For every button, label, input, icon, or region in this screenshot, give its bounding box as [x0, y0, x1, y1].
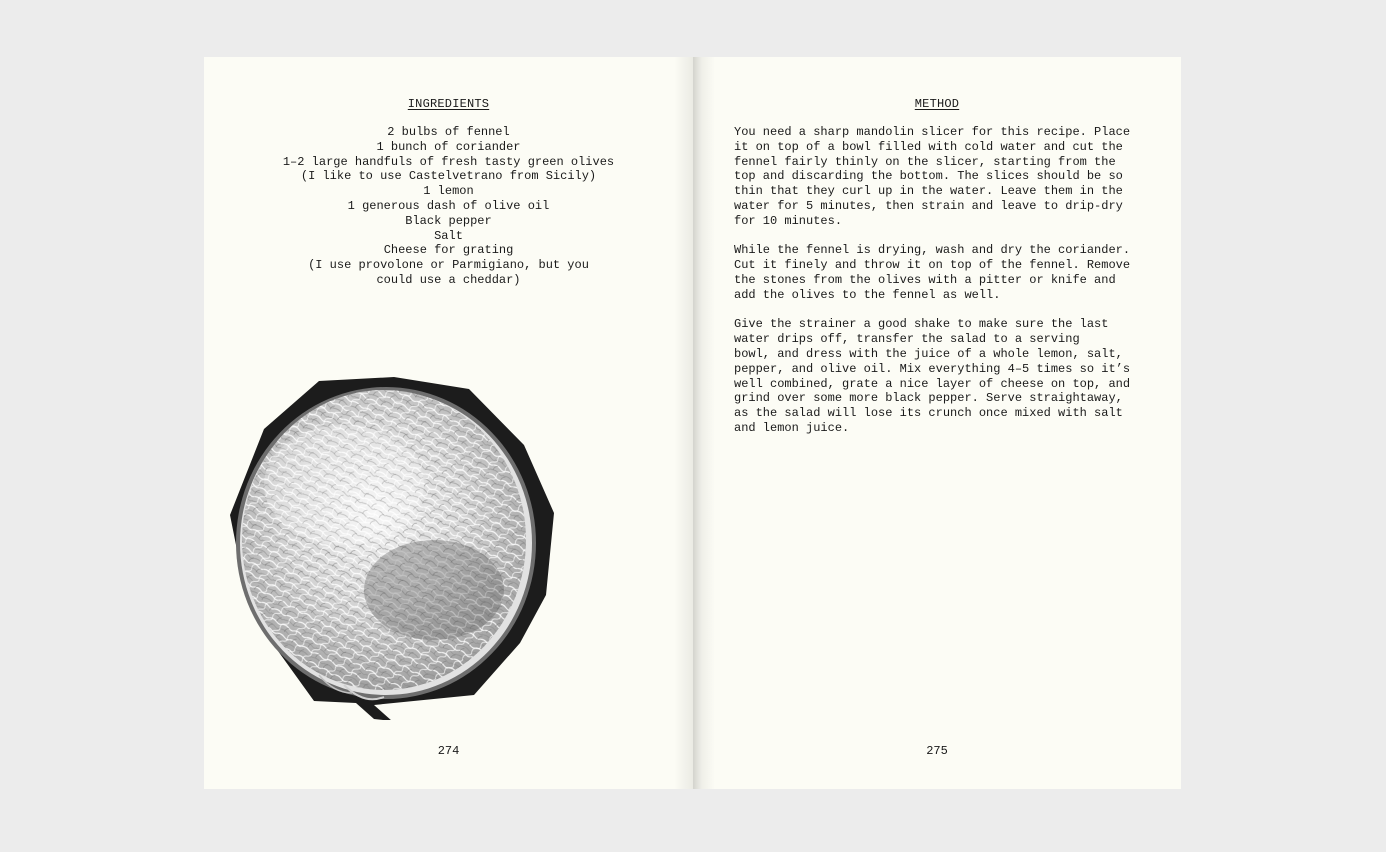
salad-bowl-photo [224, 375, 559, 720]
method-paragraph: You need a sharp mandolin slicer for this recipe. Place it on top of a bowl filled with cold water and cut the fennel fairly thinly on the slicer, starting from the top and discarding the bottom. The slices should be so thin that they curl up in the water. Leave them in the water for 5 minutes, then strain and leave to drip-dry for 10 minutes. [734, 125, 1131, 228]
gutter-shadow-left [674, 57, 693, 789]
ingredient-item: 1 bunch of coriander [376, 139, 521, 154]
left-page [204, 57, 693, 789]
ingredient-item: Black pepper [405, 213, 492, 228]
ingredient-item: 2 bulbs of fennel [387, 125, 510, 139]
ingredients-heading: INGREDIENTS [407, 97, 490, 111]
page-number-left: 274 [437, 744, 460, 758]
ingredient-item: Salt [434, 228, 463, 243]
ingredient-item: 1–2 large handfuls of fresh tasty green olives [282, 154, 615, 169]
method-text [734, 125, 1154, 451]
book-spread [204, 57, 1181, 789]
right-page [693, 57, 1181, 789]
ingredient-item: 1 generous dash of olive oil [347, 198, 550, 213]
method-heading: METHOD [914, 97, 960, 111]
method-paragraph: While the fennel is drying, wash and dry the coriander. Cut it finely and throw it on top of the fennel. Remove the stones from the olives with a pitter or knife and add the olives to the fennel as well. [734, 243, 1131, 302]
ingredient-item: (I like to use Castelvetrano from Sicily) [300, 169, 597, 184]
ingredients-list [234, 125, 663, 288]
ingredient-item: Cheese for grating [383, 243, 514, 258]
ingredient-item: 1 lemon [423, 184, 474, 199]
method-paragraph: Give the strainer a good shake to make sure the last water drips off, transfer the salad to a serving bowl, and dress with the juice of a whole lemon, salt, pepper, and olive oil. Mix everything 4–5 times so it’s well combined, grate a nice layer of cheese on top, and grind over some more black pepper. Serve straightaway, as the salad will lose its crunch once mixed with salt and lemon juice. [734, 317, 1131, 435]
ingredient-item: could use a cheddar) [376, 272, 521, 287]
page-number-right: 275 [926, 744, 948, 758]
ingredient-item: (I use provolone or Parmigiano, but you [308, 258, 589, 273]
